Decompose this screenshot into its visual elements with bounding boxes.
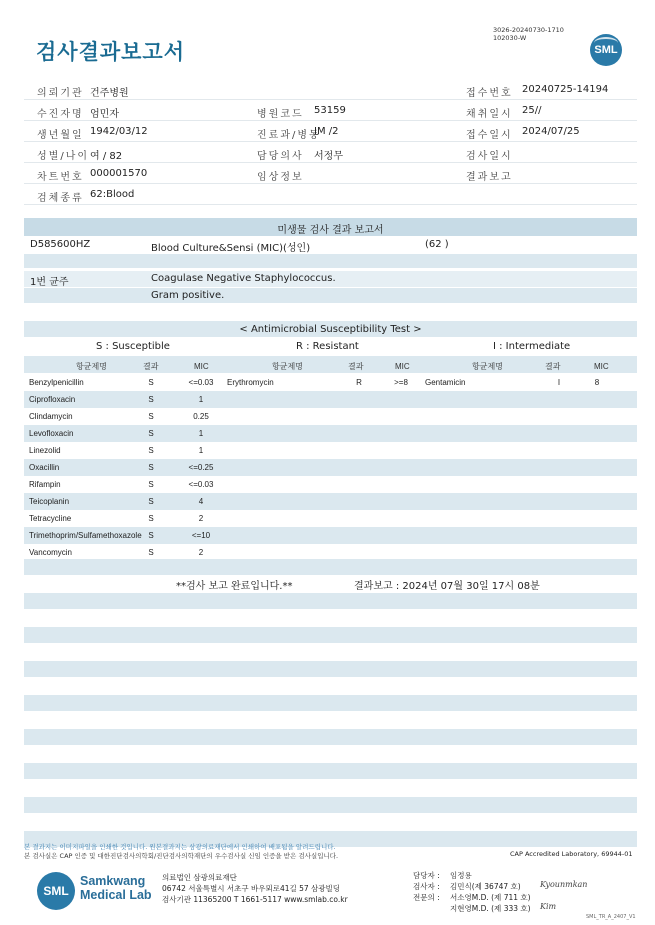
drug-name: Clindamycin [29, 412, 73, 421]
test-code: D585600HZ [30, 239, 91, 250]
sml-footer-logo: SML [37, 872, 75, 910]
table-row-stripe [24, 493, 637, 510]
mic-value: <=0.25 [188, 463, 214, 472]
staff-role: 담당자 : [413, 871, 440, 880]
col-mic: MIC [395, 362, 410, 371]
table-row-stripe [24, 425, 637, 442]
result-value: S [148, 531, 154, 540]
organism-label: 1번 균주 [30, 277, 69, 288]
mic-value: 4 [198, 497, 204, 506]
patient-info-row [24, 142, 637, 163]
col-mic: MIC [194, 362, 209, 371]
mic-value: <=0.03 [188, 378, 214, 387]
result-value: S [148, 395, 154, 404]
mic-value: 1 [198, 446, 204, 455]
info-label: 병원코드 [257, 109, 304, 120]
document-id-line1: 3026-20240730-1710 [493, 26, 564, 34]
drug-name: Erythromycin [227, 378, 274, 387]
info-value: 서정무 [314, 151, 343, 162]
mic-value: >=8 [394, 378, 408, 387]
page-title: 검사결과보고서 [36, 40, 186, 64]
info-label: 채취일시 [466, 109, 513, 120]
test-number: (62 ) [425, 239, 449, 250]
patient-info-table [24, 79, 637, 205]
staff-name: 임정용 [450, 871, 472, 880]
info-label: 접수번호 [466, 88, 513, 99]
result-value: S [148, 514, 154, 523]
col-mic: MIC [594, 362, 609, 371]
blank-row-stripe [24, 695, 637, 711]
table-row-stripe [24, 459, 637, 476]
col-drug: 항균제명 [76, 362, 107, 371]
stripe [24, 288, 637, 303]
blank-row-stripe [24, 559, 637, 575]
info-value: 000001570 [90, 168, 148, 179]
info-label: 의뢰기관 [37, 88, 84, 99]
result-value: R [356, 378, 362, 387]
drug-name: Gentamicin [425, 378, 466, 387]
info-label: 검사일시 [466, 151, 513, 162]
info-label: 임상정보 [257, 172, 304, 183]
cap-accreditation: CAP Accredited Laboratory, 69944-01 [510, 850, 633, 858]
document-id [493, 26, 564, 42]
signature: Kim [540, 902, 557, 911]
drug-name: Oxacillin [29, 463, 60, 472]
mic-value: 8 [594, 378, 600, 387]
blank-row-stripe [24, 797, 637, 813]
result-value: S [148, 378, 154, 387]
result-value: S [148, 497, 154, 506]
report-title-band [24, 218, 637, 236]
result-value: S [148, 548, 154, 557]
col-result: 결과 [348, 362, 364, 371]
mic-value: 1 [198, 429, 204, 438]
result-value: S [148, 446, 154, 455]
report-time: 결과보고 : 2024년 07월 30일 17시 08분 [354, 581, 540, 592]
mic-value: 1 [198, 395, 204, 404]
staff-role: 검사자 : [413, 882, 440, 891]
blank-row-stripe [24, 627, 637, 643]
table-row-stripe [24, 391, 637, 408]
drug-name: Vancomycin [29, 548, 72, 557]
signature: Kyounmkan [540, 880, 588, 889]
organism-name: Coagulase Negative Staphylococcus. [151, 273, 336, 284]
ast-title: < Antimicrobial Susceptibility Test > [239, 324, 422, 335]
patient-info-row [24, 184, 637, 205]
col-drug: 항균제명 [272, 362, 303, 371]
info-value: IM /2 [314, 126, 339, 137]
info-value: 20240725-14194 [522, 84, 609, 95]
staff-name: 지현영M.D. (제 333 호) [450, 904, 531, 913]
info-label: 진료과/병동 [257, 130, 321, 141]
ast-title-band [24, 321, 637, 337]
report-section-title: 미생물 검사 결과 보고서 [277, 225, 384, 236]
drug-name: Trimethoprim/Sulfamethoxazole [29, 531, 142, 540]
blank-row-stripe [24, 661, 637, 677]
info-label: 검체종류 [37, 193, 84, 204]
brand-line1: Samkwang [80, 874, 146, 888]
info-label: 접수일시 [466, 130, 513, 141]
org-address: 06742 서울특별시 서초구 바우뫼로41길 57 삼광빌딩 [162, 884, 341, 893]
print-notice: 본 결과지는 이미지파일을 인쇄한 것입니다. 원본결과지는 삼광의료재단에서 인쇄하여 배포됨을 알려드립니다. [24, 843, 336, 851]
info-value: 53159 [314, 105, 346, 116]
org-name: 의료법인 삼광의료재단 [162, 873, 237, 882]
info-value: 25// [522, 105, 542, 116]
info-label: 차트번호 [37, 172, 84, 183]
col-result: 결과 [545, 362, 561, 371]
staff-role: 전문의 : [413, 893, 440, 902]
blank-row-stripe [24, 729, 637, 745]
mic-value: <=10 [191, 531, 211, 540]
report-complete-text: **검사 보고 완료입니다.** [176, 581, 293, 592]
info-value: 엄민자 [90, 109, 119, 120]
patient-info-row [24, 100, 637, 121]
legend-susceptible: S : Susceptible [96, 341, 170, 352]
info-label: 생년월일 [37, 130, 84, 141]
mic-value: 2 [198, 514, 204, 523]
staff-name: 서소영M.D. (제 711 호) [450, 893, 531, 902]
org-contact: 검사기관 11365200 T 1661-5117 www.smlab.co.kr [162, 895, 348, 904]
info-value: 여 / 82 [90, 151, 123, 162]
sml-logo: SML [590, 34, 622, 66]
legend-resistant: R : Resistant [296, 341, 359, 352]
result-value: I [557, 378, 561, 387]
col-result: 결과 [143, 362, 159, 371]
mic-value: 0.25 [193, 412, 209, 421]
result-value: S [148, 463, 154, 472]
staff-name: 김민식(제 36747 호) [450, 882, 521, 891]
patient-info-row [24, 121, 637, 142]
mic-value: <=0.03 [188, 480, 214, 489]
info-value: 2024/07/25 [522, 126, 580, 137]
info-value: 1942/03/12 [90, 126, 148, 137]
drug-name: Benzylpenicillin [29, 378, 84, 387]
info-value: 62:Blood [90, 189, 135, 200]
result-value: S [148, 429, 154, 438]
drug-name: Ciprofloxacin [29, 395, 76, 404]
stripe [24, 254, 637, 268]
drug-name: Teicoplanin [29, 497, 70, 506]
patient-info-row [24, 163, 637, 184]
info-label: 성별/나이 [37, 151, 90, 162]
drug-name: Rifampin [29, 480, 61, 489]
patient-info-row [24, 79, 637, 100]
document-id-line2: 102030-W [493, 34, 527, 42]
info-value: 건주병원 [90, 88, 129, 99]
brand-name [80, 874, 152, 902]
accreditation-notice: 본 검사실은 CAP 인증 및 대한진단검사의학회/진단검사의학재단의 우수검사실 신임 인증을 받은 검사실입니다. [24, 852, 339, 860]
info-label: 담당의사 [257, 151, 304, 162]
drug-name: Levofloxacin [29, 429, 74, 438]
info-label: 수진자명 [37, 109, 84, 120]
info-label: 결과보고 [466, 172, 513, 183]
test-name: Blood Culture&Sensi (MIC)(성인) [151, 243, 311, 254]
form-code: SML_TR_A_2407_V1 [586, 914, 636, 920]
result-value: S [148, 480, 154, 489]
gram-stain: Gram positive. [151, 290, 225, 301]
col-drug: 항균제명 [472, 362, 503, 371]
drug-name: Linezolid [29, 446, 61, 455]
legend-intermediate: I : Intermediate [493, 341, 571, 352]
blank-row-stripe [24, 763, 637, 779]
blank-row-stripe [24, 593, 637, 609]
mic-value: 2 [198, 548, 204, 557]
brand-line2: Medical Lab [80, 888, 152, 902]
drug-name: Tetracycline [29, 514, 72, 523]
result-value: S [148, 412, 154, 421]
